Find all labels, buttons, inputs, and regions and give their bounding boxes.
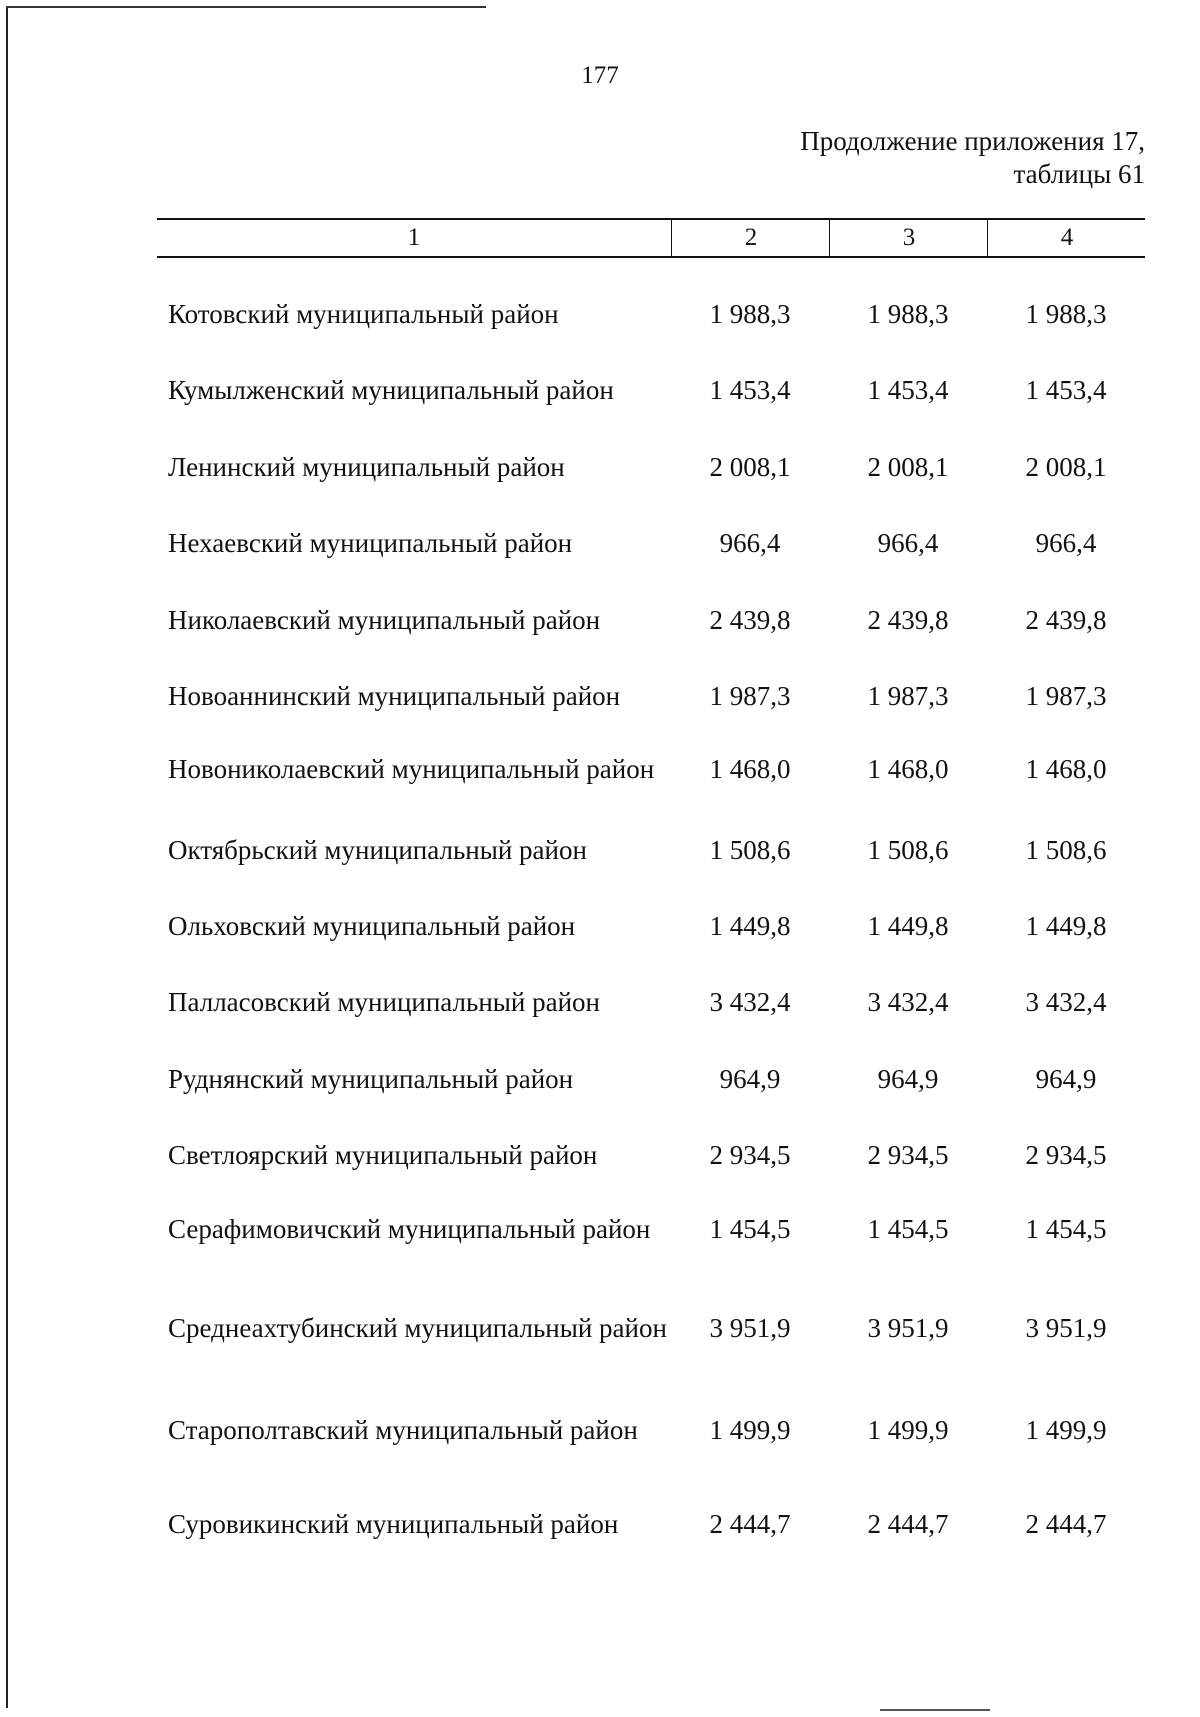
scan-edge-bottom: [880, 1709, 990, 1711]
row-value-col-3: 1 449,8: [867, 911, 949, 941]
row-value-col-2: 3 432,4: [709, 987, 791, 1017]
row-value-col-4: 964,9: [1035, 1064, 1097, 1094]
row-value-col-4: 2 439,8: [1025, 605, 1107, 635]
row-value-col-4: 2 934,5: [1025, 1140, 1107, 1170]
row-value-col-2: 966,4: [719, 528, 781, 558]
row-value-col-4: 966,4: [1035, 528, 1097, 558]
row-value-col-4: 1 508,6: [1025, 835, 1107, 865]
row-district-name: Кумылженский муниципальный район: [168, 375, 614, 405]
row-value-col-2: 1 453,4: [709, 375, 791, 405]
row-value-col-2: 1 468,0: [709, 754, 791, 784]
continuation-note: [800, 125, 1145, 191]
row-district-name: Серафимовичский муниципальный район: [168, 1214, 651, 1244]
row-district-name: Суровикинский муниципальный район: [168, 1509, 619, 1539]
row-value-col-4: 3 432,4: [1025, 987, 1107, 1017]
row-value-col-3: 1 988,3: [867, 299, 949, 329]
row-value-col-4: 2 008,1: [1025, 452, 1107, 482]
header-col-2: 2: [671, 220, 830, 256]
row-value-col-2: 1 508,6: [709, 835, 791, 865]
row-value-col-4: 3 951,9: [1025, 1313, 1107, 1343]
row-value-col-3: 966,4: [877, 528, 939, 558]
row-value-col-2: 2 934,5: [709, 1140, 791, 1170]
row-value-col-3: 3 951,9: [867, 1313, 949, 1343]
row-value-col-2: 3 951,9: [709, 1313, 791, 1343]
row-value-col-3: 1 987,3: [867, 681, 949, 711]
row-value-col-3: 1 508,6: [867, 835, 949, 865]
page-number: 177: [581, 62, 619, 89]
row-value-col-2: 2 439,8: [709, 605, 791, 635]
row-district-name: Николаевский муниципальный район: [168, 605, 601, 635]
row-value-col-2: 1 454,5: [709, 1214, 791, 1244]
row-value-col-4: 1 987,3: [1025, 681, 1107, 711]
header-col-1: 1: [407, 224, 421, 251]
row-value-col-3: 2 444,7: [867, 1509, 949, 1539]
row-value-col-3: 1 468,0: [867, 754, 949, 784]
row-value-col-3: 1 453,4: [867, 375, 949, 405]
row-district-name: Среднеахтубинский муниципальный район: [168, 1313, 667, 1343]
row-district-name: Старополтавский муниципальный район: [168, 1415, 638, 1445]
row-district-name: Октябрьский муниципальный район: [168, 835, 587, 865]
row-district-name: Ольховский муниципальный район: [168, 911, 576, 941]
row-value-col-3: 1 499,9: [867, 1415, 949, 1445]
row-value-col-2: 1 988,3: [709, 299, 791, 329]
row-value-col-4: 2 444,7: [1025, 1509, 1107, 1539]
table-header-row: [157, 218, 1145, 258]
header-col-4: 4: [987, 220, 1146, 256]
row-value-col-3: 964,9: [877, 1064, 939, 1094]
row-value-col-4: 1 453,4: [1025, 375, 1107, 405]
row-value-col-4: 1 449,8: [1025, 911, 1107, 941]
row-district-name: Нехаевский муниципальный район: [168, 528, 573, 558]
row-value-col-3: 2 934,5: [867, 1140, 949, 1170]
row-value-col-4: 1 454,5: [1025, 1214, 1107, 1244]
continuation-line-2: таблицы 61: [1013, 159, 1145, 189]
row-value-col-4: 1 468,0: [1025, 754, 1107, 784]
row-value-col-4: 1 988,3: [1025, 299, 1107, 329]
row-value-col-4: 1 499,9: [1025, 1415, 1107, 1445]
row-value-col-3: 1 454,5: [867, 1214, 949, 1244]
row-district-name: Котовский муниципальный район: [168, 299, 559, 329]
row-value-col-3: 2 439,8: [867, 605, 949, 635]
row-value-col-2: 964,9: [719, 1064, 781, 1094]
row-value-col-3: 2 008,1: [867, 452, 949, 482]
continuation-line-1: Продолжение приложения 17,: [800, 126, 1145, 156]
scan-edge-top: [6, 6, 486, 8]
header-col-3: 3: [829, 220, 988, 256]
row-district-name: Новониколаевский муниципальный район: [168, 754, 655, 784]
row-value-col-2: 1 449,8: [709, 911, 791, 941]
row-value-col-2: 1 987,3: [709, 681, 791, 711]
row-value-col-2: 2 008,1: [709, 452, 791, 482]
scan-edge-left: [6, 8, 8, 1708]
row-value-col-2: 1 499,9: [709, 1415, 791, 1445]
row-district-name: Новоаннинский муниципальный район: [168, 681, 621, 711]
row-district-name: Руднянский муниципальный район: [168, 1064, 574, 1094]
row-value-col-3: 3 432,4: [867, 987, 949, 1017]
row-value-col-2: 2 444,7: [709, 1509, 791, 1539]
row-district-name: Палласовский муниципальный район: [168, 987, 600, 1017]
data-table: [157, 218, 1145, 1539]
row-district-name: Светлоярский муниципальный район: [168, 1140, 598, 1170]
row-district-name: Ленинский муниципальный район: [168, 452, 565, 482]
